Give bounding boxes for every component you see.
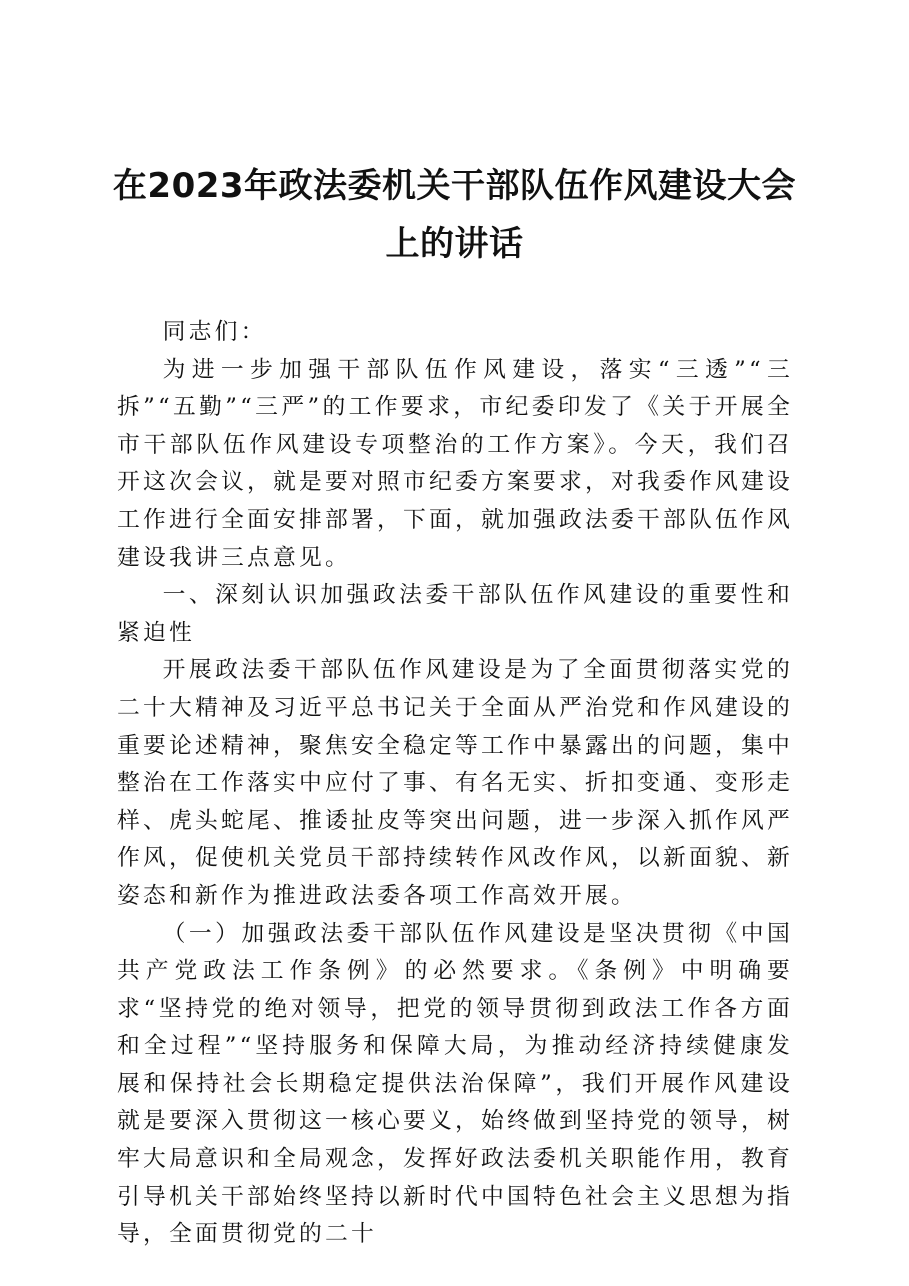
salutation: 同志们： [162, 319, 267, 345]
document-title [96, 157, 813, 273]
paragraph-subsection-1: （一）加强政法委干部队伍作风建设是坚决贯彻《中国共产党政法工作条例》的必然要求。《条例》中明确要求“坚持党的绝对领导，把党的领导贯彻到政法工作各方面和全过程”“坚持服务和保障大局，为推动经济持续健康发展和保持社会长期稳定提供法治保障”，我们开展作风建设就是要深入贯彻这一核心要义，始终做到坚持党的领导，树牢大局意识和全局观念，发挥好政法委机关职能作用，教育引导机关干部始终坚持以新时代中国特色社会主义思想为指导，全面贯彻党的二十 [117, 920, 793, 1248]
title-line-2: 上的讲话 [385, 224, 524, 264]
document-body [117, 314, 793, 1254]
title-line-1: 在2023年政法委机关干部队伍作风建设大会 [112, 166, 797, 206]
paragraph-intro: 为进一步加强干部队伍作风建设，落实“三透”“三拆”“五勤”“三严”的工作要求，市纪委印发了《关于开展全市干部队伍作风建设专项整治的工作方案》。今天，我们召开这次会议，就是要对照市纪委方案要求，对我委作风建设工作进行全面安排部署，下面，就加强政法委干部队伍作风建设我讲三点意见。 [117, 356, 793, 571]
paragraph-section-1: 开展政法委干部队伍作风建设是为了全面贯彻落实党的二十大精神及习近平总书记关于全面从严治党和作风建设的重要论述精神，聚焦安全稳定等工作中暴露出的问题，集中整治在工作落实中应付了事、有名无实、折扣变通、变形走样、虎头蛇尾、推诿扯皮等突出问题，进一步深入抓作风严作风，促使机关党员干部持续转作风改作风，以新面貌、新姿态和新作为推进政法委各项工作高效开展。 [117, 657, 793, 909]
section-heading-1: 一、深刻认识加强政法委干部队伍作风建设的重要性和紧迫性 [117, 582, 793, 646]
